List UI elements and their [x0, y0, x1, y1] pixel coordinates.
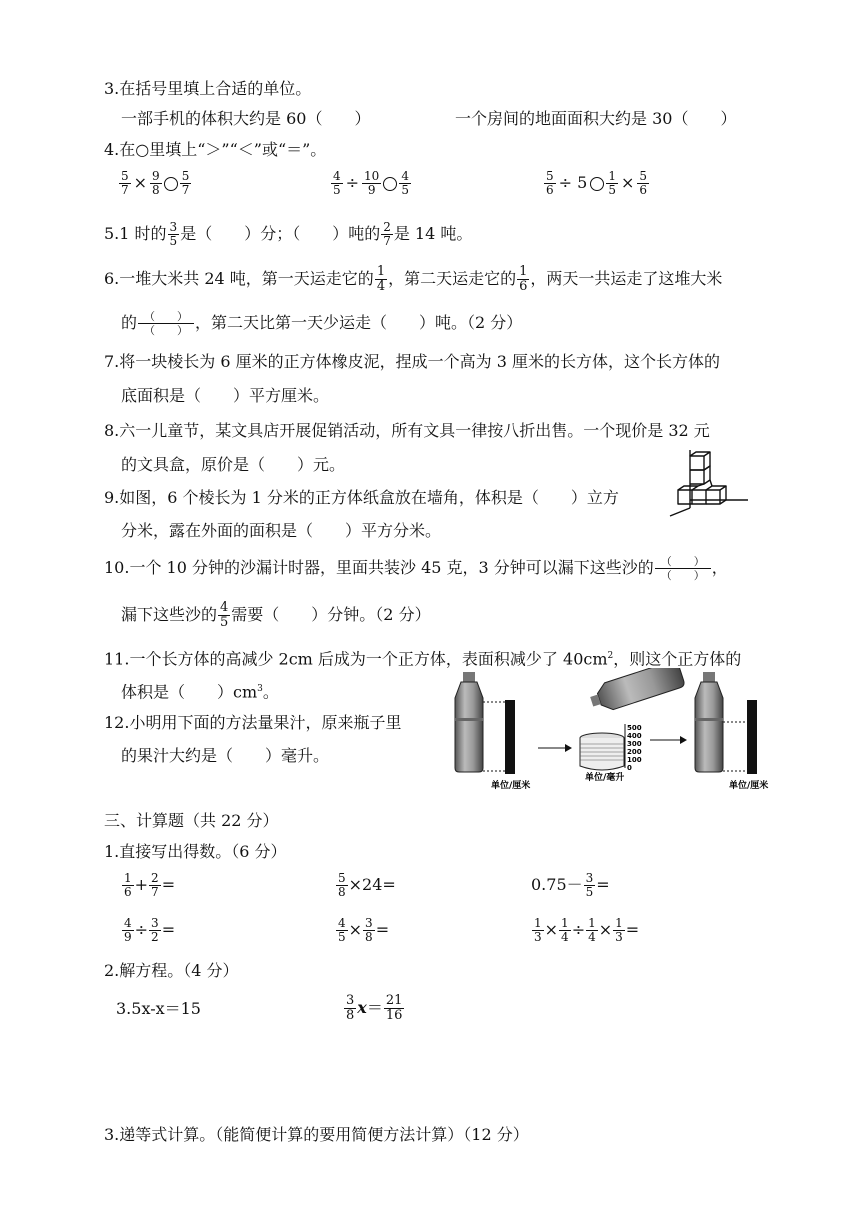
q8-line1: 8.六一儿童节，某文具店开展促销活动，所有文具一律按八折出售。一个现价是 32 元 — [104, 421, 710, 440]
q3-title: 3.在括号里填上合适的单位。 — [104, 79, 312, 98]
q12-line2: 的果汁大约是（ ）毫升。 — [121, 746, 330, 765]
unit-cm-right: 单位/厘米 — [729, 781, 769, 791]
svg-text:400: 400 — [627, 732, 642, 740]
q3-room: 一个房间的地面面积大约是 30（ ） — [455, 109, 737, 128]
answer-circle[interactable] — [383, 177, 397, 191]
q10-line2: 漏下这些沙的 $\frac{4}{5}$ 需要（ ）分钟。（2 分） — [121, 600, 431, 630]
answer-circle[interactable] — [164, 177, 178, 191]
c1-r1c: 0.75－ $\frac{3}{5}$ = — [531, 871, 610, 899]
ruler-right — [747, 700, 757, 774]
bottle-right — [695, 672, 723, 772]
q11-line1: 11.一个长方体的高减少 2cm 后成为一个正方体，表面积减少了 $40cm^2$，则这个正方体的 — [104, 649, 742, 669]
q6-line1: 6.一堆大米共 24 吨，第一天运走它的 $\frac{1}{4}$ ，第二天运走它的 $\frac{1}{6}$ ，两天一共运走了这堆大米 — [104, 264, 723, 294]
bottle-pouring — [587, 668, 685, 715]
q9-line1: 9.如图，6 个棱长为 1 分米的正方体纸盒放在墙角，体积是（ ）立方 — [104, 488, 619, 507]
q4-expr1: $\frac{5}{7}$ × $\frac{9}{8}$ $\frac{5}{7}$ — [121, 169, 190, 197]
svg-text:100: 100 — [627, 756, 642, 764]
q6-line2: 的 $\frac{( )}{( )}$ ，第二天比第一天少运走（ ）吨。（2 分） — [121, 310, 523, 337]
q9-line2: 分米，露在外面的面积是（ ）平方分米。 — [121, 521, 442, 540]
measuring-cup — [580, 733, 624, 770]
q10-line1: 10.一个 10 分钟的沙漏计时器，里面共装沙 45 克，3 分钟可以漏下这些沙的 $\frac{( )}{( )}$ ， — [104, 555, 728, 582]
c1-r1b: $\frac{5}{8}$ ×24= — [338, 871, 396, 899]
q5: 5.1 时的 $\frac{3}{5}$ 是（ ）分；（ ）吨的 $\frac{2}{7}$ 是 14 吨。 — [104, 220, 473, 248]
unit-ml: 单位/毫升 — [585, 773, 625, 783]
q12-line1: 12.小明用下面的方法量果汁，原来瓶子里 — [104, 713, 402, 732]
svg-text:200: 200 — [627, 748, 642, 756]
q3-phone: 一部手机的体积大约是 60（ ） — [121, 109, 371, 128]
svg-text:0: 0 — [627, 764, 632, 772]
section3-title: 三、计算题（共 22 分） — [104, 811, 279, 830]
q7-line2: 底面积是（ ）平方厘米。 — [121, 386, 330, 405]
q4-title: 4.在○里填上“＞”“＜”或“＝”。 — [104, 140, 327, 159]
ruler-left — [505, 700, 515, 774]
q8-line2: 的文具盒，原价是（ ）元。 — [121, 455, 346, 474]
svg-text:300: 300 — [627, 740, 642, 748]
c1-r1a: $\frac{1}{6}$ + $\frac{2}{7}$ = — [124, 871, 176, 899]
c1-r2b: $\frac{4}{5}$ × $\frac{3}{8}$ = — [338, 916, 390, 944]
c3-title: 3.递等式计算。（能简便计算的要用简便方法计算）（12 分） — [104, 1125, 529, 1144]
juice-figure — [445, 668, 780, 792]
c2-title: 2.解方程。（4 分） — [104, 961, 239, 980]
c2-eq1: 3.5x-x＝15 — [116, 999, 201, 1018]
cubes-figure — [668, 448, 750, 518]
unit-cm-left: 单位/厘米 — [491, 781, 531, 791]
c1-r2c: $\frac{1}{3}$ × $\frac{1}{4}$ ÷ $\frac{1}{4}$ × $\frac{1}{3}$ = — [534, 916, 640, 944]
c1-r2a: $\frac{4}{9}$ ÷ $\frac{3}{2}$ = — [124, 916, 176, 944]
q7-line1: 7.将一块棱长为 6 厘米的正方体橡皮泥，捏成一个高为 3 厘米的长方体，这个长方体的 — [104, 352, 720, 371]
svg-text:500: 500 — [627, 724, 642, 732]
answer-circle[interactable] — [590, 177, 604, 191]
c2-eq2: $\frac{3}{8}$ x＝ $\frac{21}{16}$ — [346, 993, 403, 1023]
q4-expr3: $\frac{5}{6}$ ÷ 5 $\frac{1}{5}$ × $\frac{5}{6}$ — [546, 169, 647, 197]
bottle-left — [455, 672, 483, 772]
q11-line2: 体积是（ ）$cm^3$。 — [121, 682, 279, 702]
c1-title: 1.直接写出得数。（6 分） — [104, 842, 287, 861]
q4-expr2: $\frac{4}{5}$ ÷ $\frac{10}{9}$ $\frac{4}{5}$ — [333, 169, 409, 197]
